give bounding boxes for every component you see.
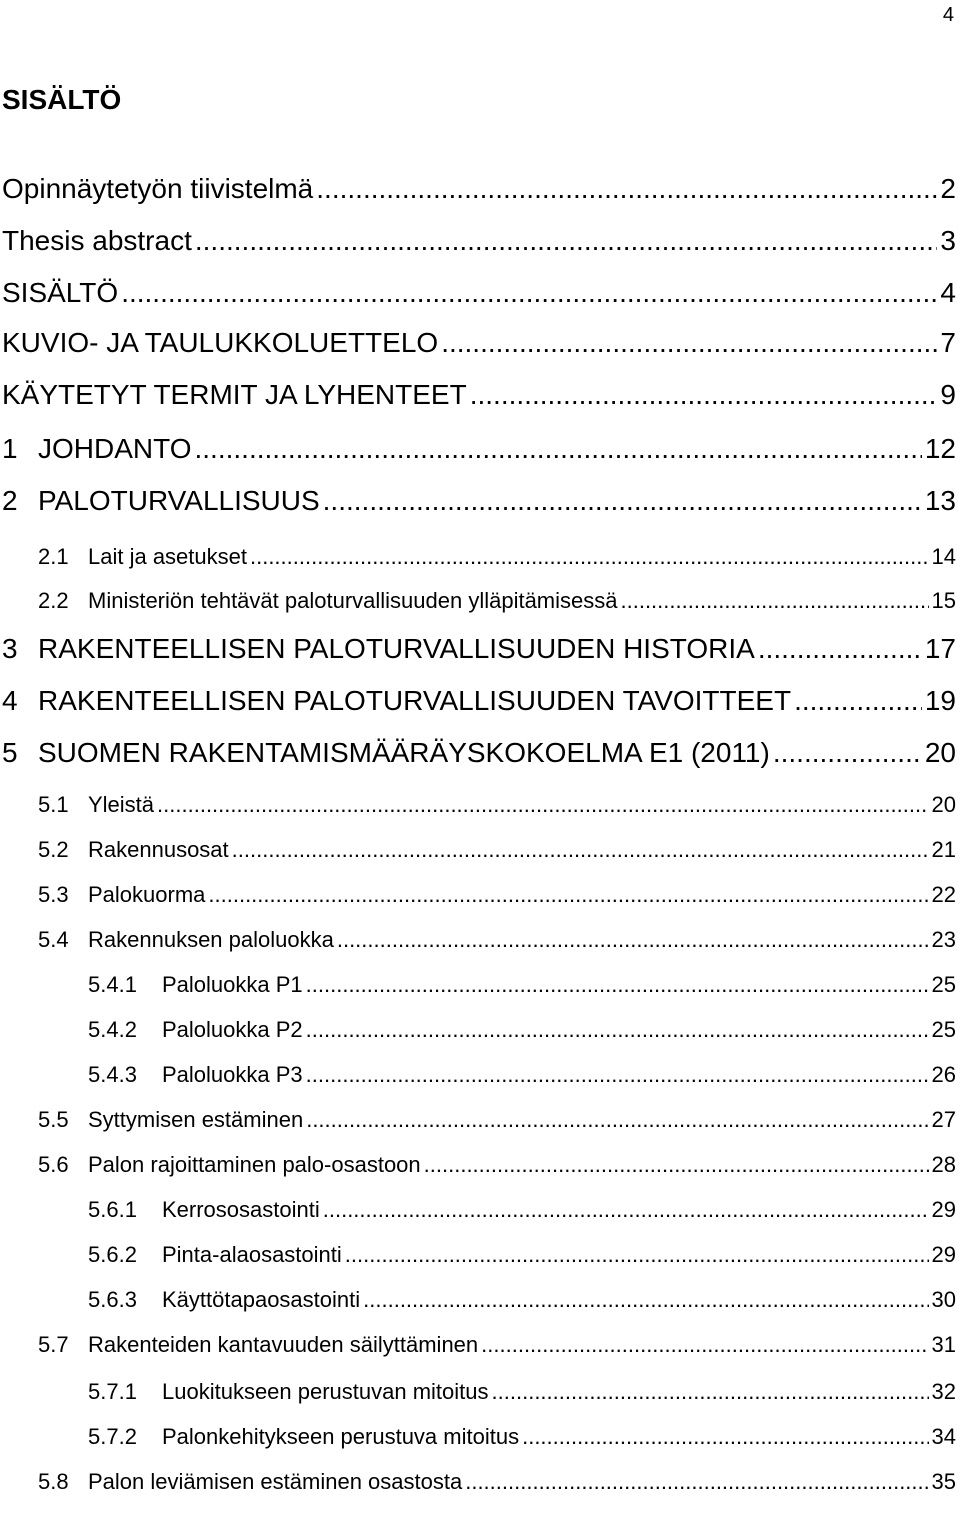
toc-entry-page: 25 [931, 1017, 956, 1042]
toc-entry[interactable] [88, 1199, 956, 1221]
toc-entry-label: Pinta-alaosastointi [162, 1242, 342, 1267]
toc-entry-label: Paloluokka P2 [162, 1017, 303, 1042]
toc-entry-page: 27 [931, 1107, 956, 1132]
toc-dot-leader [522, 1426, 928, 1448]
toc-entry-label: KUVIO- JA TAULUKKOLUETTELO [2, 327, 439, 358]
toc-dot-leader [424, 1154, 929, 1176]
toc-entry-page: 9 [940, 379, 956, 410]
toc-entry[interactable] [88, 1289, 956, 1311]
toc-entry-label: Rakenteiden kantavuuden säilyttäminen [88, 1332, 479, 1357]
toc-entry-number: 5.3 [38, 882, 69, 907]
toc-entry-number: 5.4.2 [88, 1017, 137, 1042]
toc-entry-page: 20 [924, 737, 956, 768]
toc-dot-leader [250, 546, 929, 568]
toc-entry-label: Palon rajoittaminen palo-osastoon [88, 1152, 421, 1177]
toc-entry[interactable] [38, 590, 956, 612]
toc-entry-number: 5.7.2 [88, 1424, 137, 1449]
toc-entry-label: Luokitukseen perustuvan mitoitus [162, 1379, 489, 1404]
toc-dot-leader [306, 1064, 929, 1086]
toc-entry-page: 25 [931, 972, 956, 997]
toc-entry-label: Lait ja asetukset [88, 544, 247, 569]
toc-entry-label: KÄYTETYT TERMIT JA LYHENTEET [2, 379, 467, 410]
toc-entry-label: Palon leviämisen estäminen osastosta [88, 1469, 463, 1494]
toc-dot-leader [492, 1381, 929, 1403]
toc-entry-page: 21 [931, 837, 956, 862]
toc-entry-number: 5.2 [38, 837, 69, 862]
toc-entry[interactable] [38, 929, 956, 951]
toc-entry[interactable] [88, 1244, 956, 1266]
toc-entry[interactable] [38, 546, 956, 568]
toc-entry-page: 2 [940, 173, 956, 204]
toc-entry-page: 35 [931, 1469, 956, 1494]
toc-entry-label: PALOTURVALLISUUS [38, 485, 320, 516]
toc-entry-label: Ministeriön tehtävät paloturvallisuuden ylläpitämisessä [88, 588, 618, 613]
toc-dot-leader [481, 1334, 928, 1356]
toc-entry-label: Kerrososastointi [162, 1197, 320, 1222]
toc-entry-number: 5.6.3 [88, 1287, 137, 1312]
toc-dot-leader [345, 1244, 929, 1266]
toc-dot-leader [323, 1199, 929, 1221]
toc-entry-label: Palokuorma [88, 882, 206, 907]
toc-entry[interactable] [2, 487, 956, 515]
toc-entry-page: 26 [931, 1062, 956, 1087]
toc-entry-number: 2.1 [38, 544, 69, 569]
toc-entry[interactable] [38, 1471, 956, 1493]
toc-entry-label: Rakennusosat [88, 837, 229, 862]
toc-entry-page: 4 [940, 277, 956, 308]
toc-dot-leader [157, 794, 928, 816]
toc-entry-page: 12 [924, 433, 956, 464]
toc-entry-number: 2.2 [38, 588, 69, 613]
toc-dot-leader [208, 884, 928, 906]
toc-entry-number: 4 [2, 685, 18, 716]
toc-dot-leader [441, 329, 937, 357]
toc-entry-number: 5.6.1 [88, 1197, 137, 1222]
page-title: SISÄLTÖ [2, 84, 122, 115]
toc-entry-number: 5.8 [38, 1469, 69, 1494]
toc-entry-label: SISÄLTÖ [2, 277, 119, 308]
toc-entry-label: Rakennuksen paloluokka [88, 927, 334, 952]
toc-entry-page: 31 [931, 1332, 956, 1357]
toc-dot-leader [195, 227, 938, 255]
toc-entry-number: 5 [2, 737, 18, 768]
toc-entry-label: Palonkehitykseen perustuva mitoitus [162, 1424, 520, 1449]
toc-entry[interactable] [2, 687, 956, 715]
toc-entry-label: Syttymisen estäminen [88, 1107, 304, 1132]
toc-entry-label: Yleistä [88, 792, 155, 817]
toc-entry[interactable] [2, 635, 956, 663]
toc-entry[interactable] [2, 279, 956, 307]
toc-dot-leader [121, 279, 937, 307]
toc-entry-page: 30 [931, 1287, 956, 1312]
toc-dot-leader [232, 839, 929, 861]
toc-dot-leader [316, 175, 937, 203]
toc-entry-label: Paloluokka P1 [162, 972, 303, 997]
toc-entry-page: 34 [931, 1424, 956, 1449]
toc-entry-number: 5.6 [38, 1152, 69, 1177]
toc-dot-leader [306, 974, 929, 996]
toc-dot-leader [794, 687, 922, 715]
toc-entry-page: 17 [924, 633, 956, 664]
toc-entry-number: 5.7.1 [88, 1379, 137, 1404]
toc-entry-page: 7 [940, 327, 956, 358]
toc-entry-page: 28 [931, 1152, 956, 1177]
page-number: 4 [942, 4, 954, 26]
toc-dot-leader [337, 929, 929, 951]
toc-entry[interactable] [2, 329, 956, 357]
toc-entry[interactable] [38, 1109, 956, 1131]
toc-dot-leader [323, 487, 922, 515]
toc-entry-label: Thesis abstract [2, 225, 192, 256]
toc-entry[interactable] [38, 1334, 956, 1356]
toc-dot-leader [363, 1289, 928, 1311]
toc-entry-label: RAKENTEELLISEN PALOTURVALLISUUDEN TAVOITTEET [38, 685, 792, 716]
toc-entry[interactable] [2, 435, 956, 463]
toc-entry[interactable] [38, 1154, 956, 1176]
toc-entry[interactable] [88, 1064, 956, 1086]
toc-dot-leader [773, 739, 922, 767]
toc-dot-leader [470, 381, 938, 409]
toc-dot-leader [758, 635, 922, 663]
toc-dot-leader [195, 435, 922, 463]
toc-entry[interactable] [38, 839, 956, 861]
toc-entry-number: 5.4.1 [88, 972, 137, 997]
toc-entry[interactable] [2, 175, 956, 203]
toc-entry-page: 13 [924, 485, 956, 516]
toc-entry-page: 19 [924, 685, 956, 716]
toc-entry-label: JOHDANTO [38, 433, 192, 464]
toc-entry-number: 1 [2, 433, 18, 464]
toc-entry-page: 15 [931, 588, 956, 613]
toc-entry[interactable] [38, 794, 956, 816]
toc-dot-leader [306, 1109, 928, 1131]
toc-entry-number: 5.4.3 [88, 1062, 137, 1087]
toc-entry-page: 14 [931, 544, 956, 569]
toc-entry-page: 3 [940, 225, 956, 256]
toc-entry-page: 29 [931, 1242, 956, 1267]
toc-entry[interactable] [88, 1381, 956, 1403]
toc-entry-label: Opinnäytetyön tiivistelmä [2, 173, 314, 204]
toc-entry-label: Käyttötapaosastointi [162, 1287, 361, 1312]
toc-entry[interactable] [88, 1426, 956, 1448]
toc-entry[interactable] [88, 974, 956, 996]
toc-entry-label: Paloluokka P3 [162, 1062, 303, 1087]
toc-entry[interactable] [2, 739, 956, 767]
toc-entry[interactable] [2, 227, 956, 255]
toc-entry-page: 29 [931, 1197, 956, 1222]
toc-entry-number: 5.5 [38, 1107, 69, 1132]
toc-entry[interactable] [38, 884, 956, 906]
toc-entry-number: 2 [2, 485, 18, 516]
toc-entry-page: 20 [931, 792, 956, 817]
toc-entry-number: 5.4 [38, 927, 69, 952]
toc-entry-page: 23 [931, 927, 956, 952]
toc-entry-number: 5.6.2 [88, 1242, 137, 1267]
toc-entry-page: 22 [931, 882, 956, 907]
toc-entry-number: 3 [2, 633, 18, 664]
toc-dot-leader [306, 1019, 929, 1041]
toc-dot-leader [621, 590, 929, 612]
toc-entry-page: 32 [931, 1379, 956, 1404]
toc-entry-label: RAKENTEELLISEN PALOTURVALLISUUDEN HISTORIA [38, 633, 755, 664]
toc-entry[interactable] [88, 1019, 956, 1041]
toc-dot-leader [465, 1471, 928, 1493]
toc-entry-number: 5.7 [38, 1332, 69, 1357]
toc-entry-label: SUOMEN RAKENTAMISMÄÄRÄYSKOKOELMA E1 (2011) [38, 737, 770, 768]
toc-entry-number: 5.1 [38, 792, 69, 817]
toc-entry[interactable] [2, 381, 956, 409]
